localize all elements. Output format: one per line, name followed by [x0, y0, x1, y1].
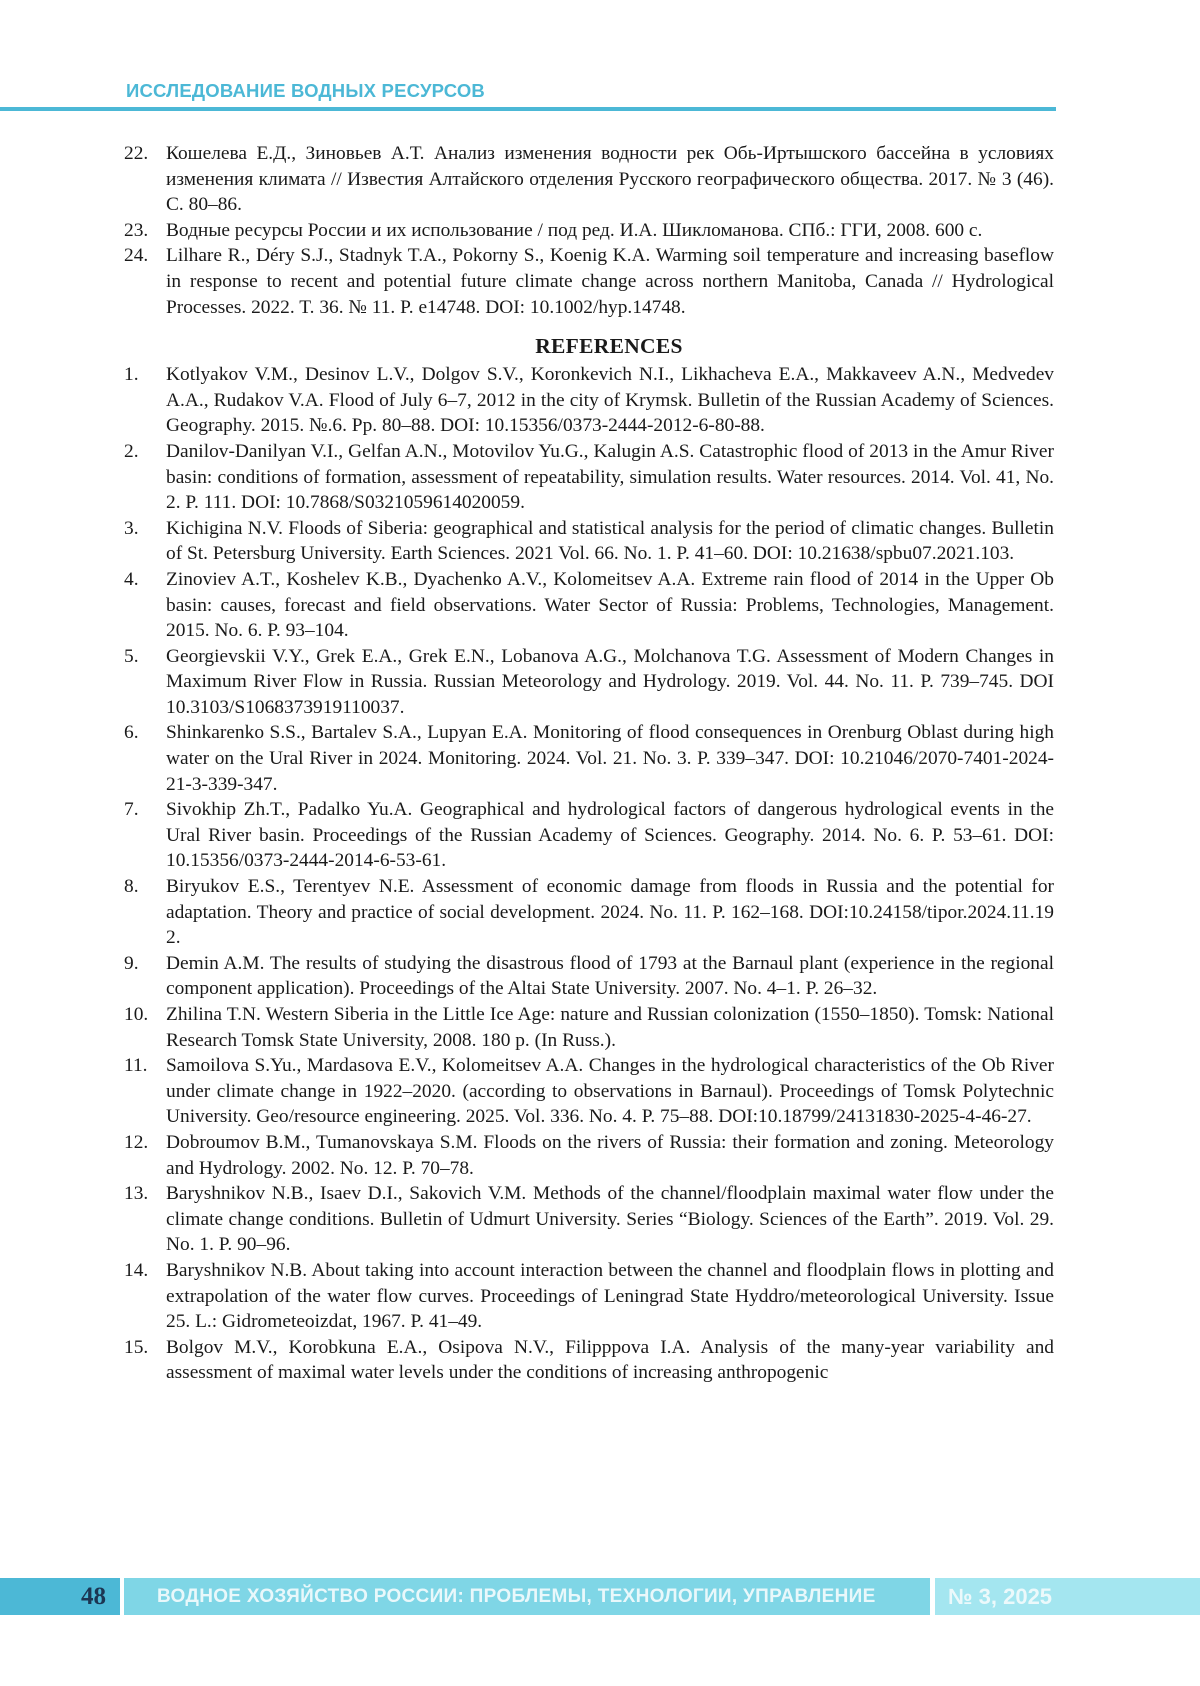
reference-number: 7.: [124, 799, 139, 821]
references-heading: REFERENCES: [535, 334, 683, 359]
reference-number: 11.: [124, 1055, 148, 1077]
reference-text: Водные ресурсы России и их использование / под ред. И.А. Шикломанова. СПб.: ГГИ, 2008. 600 с.: [166, 219, 983, 241]
reference-item: [124, 720, 1054, 797]
reference-text: Sivokhip Zh.T., Padalko Yu.A. Geographical and hydrological factors of dangerous hydrological events in the Ural River basin. Proceedings of the Russian Academy of Sciences. Geography. 2014. No. 6. P. 53–61. DOI: 10.15356/0373-2444-2014-6-53-61.: [166, 799, 1054, 872]
reference-item: [124, 951, 1054, 1002]
reference-number: 24.: [124, 245, 149, 267]
header-divider: [0, 107, 1056, 111]
reference-number: 14.: [124, 1259, 149, 1281]
reference-text: Danilov-Danilyan V.I., Gelfan A.N., Motovilov Yu.G., Kalugin A.S. Catastrophic flood of 2013 in the Amur River basin: conditions of formation, assessment of repeatability, simulation results. Water resources. 2014. Vol. 41, No. 2. P. 111. DOI: 10.7868/S0321059614020059.: [166, 440, 1054, 514]
reference-text: Demin A.M. The results of studying the disastrous flood of 1793 at the Barnaul plant (experience in the regional component application). Proceedings of the Altai State University. 2007. No. 4–1. P. 26–32.: [166, 952, 1054, 1000]
reference-text: Shinkarenko S.S., Bartalev S.A., Lupyan E.A. Monitoring of flood consequences in Orenburg Oblast during high water on the Ural River in 2024. Monitoring. 2024. Vol. 21. No. 3. P. 339–347. DOI: 10.21046/2070-7401-2024-21-3-339-347.: [166, 722, 1054, 795]
english-references: [124, 362, 1054, 1386]
reference-item: [124, 797, 1054, 874]
reference-list: [124, 141, 1054, 1386]
reference-item: [124, 567, 1054, 644]
reference-text: Zinoviev A.T., Koshelev K.B., Dyachenko A.V., Kolomeitsev A.A. Extreme rain flood of 2014 in the Upper Ob basin: causes, forecast and field observations. Water Sector of Russia: Problems, Technologies, Management. 2015. No. 6. P. 93–104.: [166, 568, 1054, 642]
reference-text: Zhilina T.N. Western Siberia in the Little Ice Age: nature and Russian colonization (1550–1850). Tomsk: National Research Tomsk State University, 2008. 180 p. (In Russ.).: [166, 1004, 1054, 1051]
reference-number: 10.: [124, 1004, 149, 1025]
running-header-title: ИССЛЕДОВАНИЕ ВОДНЫХ РЕСУРСОВ: [126, 80, 485, 101]
reference-number: 1.: [124, 364, 139, 386]
reference-number: 2.: [124, 440, 139, 462]
reference-number: 22.: [124, 143, 149, 164]
reference-number: 6.: [124, 722, 139, 744]
reference-number: 4.: [124, 568, 139, 590]
reference-text: Kichigina N.V. Floods of Siberia: geographical and statistical analysis for the period of climatic changes. Bulletin of St. Petersburg University. Earth Sciences. 2021 Vol. 66. No. 1. P. 41–60. DOI: 10.21638/spbu07.2021.103.: [166, 517, 1054, 565]
reference-number: 9.: [124, 952, 139, 974]
reference-text: Baryshnikov N.B., Isaev D.I., Sakovich V.M. Methods of the channel/floodplain maximal water flow under the climate change conditions. Bulletin of Udmurt University. Series “Biology. Sciences of the Earth”. 2019. Vol. 29. No. 1. P. 90–96.: [166, 1183, 1054, 1256]
reference-text: Kotlyakov V.M., Desinov L.V., Dolgov S.V., Koronkevich N.I., Likhacheva E.A., Makkaveev A.N., Medvedev A.A., Rudakov V.A. Flood of July 6–7, 2012 in the city of Krymsk. Bulletin of the Russian Academy of Sciences. Geography. 2015. №.6. Pp. 80–88. DOI: 10.15356/0373-2444-2012-6-80-88.: [166, 364, 1054, 437]
reference-number: 12.: [124, 1131, 149, 1153]
reference-number: 15.: [124, 1336, 149, 1358]
reference-item: [124, 141, 1054, 218]
reference-text: Samoilova S.Yu., Mardasova E.V., Kolomeitsev A.A. Changes in the hydrological characteristics of the Ob River under climate change in 1922–2020. (according to observations in Barnaul). Proceedings of Tomsk Polytechnic University. Geo/resource engineering. 2025. Vol. 336. No. 4. P. 75–88. DOI:10.18799/24131830-2025-4-46-27.: [166, 1055, 1054, 1128]
reference-number: 3.: [124, 517, 139, 539]
issue-number: № 3, 2025: [935, 1578, 1200, 1615]
reference-text: Biryukov E.S., Terentyev N.E. Assessment of economic damage from floods in Russia and the potential for adaptation. Theory and practice of social development. 2024. No. 11. P. 162–168. DOI:10.24158/tipor.2024.11.19 2.: [166, 876, 1054, 949]
reference-item: [124, 516, 1054, 567]
reference-item: [124, 243, 1054, 320]
reference-text: Dobroumov B.M., Tumanovskaya S.M. Floods on the rivers of Russia: their formation and zoning. Meteorology and Hydrology. 2002. No. 12. P. 70–78.: [166, 1131, 1054, 1179]
reference-text: Bolgov M.V., Korobkuna E.A., Osipova N.V., Filipppova I.A. Analysis of the many-year variability and assessment of maximal water levels under the conditions of increasing anthropogenic: [166, 1336, 1054, 1384]
reference-number: 13.: [124, 1183, 149, 1205]
journal-title: ВОДНОЕ ХОЗЯЙСТВО РОССИИ: ПРОБЛЕМЫ, ТЕХНОЛОГИИ, УПРАВЛЕНИЕ: [124, 1578, 930, 1615]
reference-item: [124, 1181, 1054, 1258]
reference-text: Baryshnikov N.B. About taking into account interaction between the channel and floodplain flows in plotting and extrapolation of the water flow curves. Proceedings of Leningrad State Hyddro/meteorological University. Issue 25. L.: Gidrometeoizdat, 1967. P. 41–49.: [166, 1259, 1054, 1333]
reference-text: Lilhare R., Déry S.J., Stadnyk T.A., Pokorny S., Koenig K.A. Warming soil temperature and increasing baseflow in response to recent and potential future climate change across northern Manitoba, Canada // Hydrological Processes. 2022. T. 36. № 11. P. e14748. DOI: 10.1002/hyp.14748.: [166, 245, 1054, 318]
page-footer: [0, 1578, 1200, 1615]
reference-number: 23.: [124, 219, 149, 241]
reference-item: [124, 1053, 1054, 1130]
reference-item: [124, 1335, 1054, 1386]
reference-item: [124, 1130, 1054, 1181]
reference-number: 5.: [124, 645, 139, 667]
russian-references: [124, 141, 1054, 320]
reference-number: 8.: [124, 876, 139, 898]
reference-item: [124, 1002, 1054, 1053]
page-number: 48: [0, 1578, 120, 1615]
reference-text: Кошелева Е.Д., Зиновьев А.Т. Анализ изменения водности рек Обь-Иртышского бассейна в условиях изменения климата // Известия Алтайского отделения Русского географического общества. 2017. № 3 (46). С. 80–86.: [166, 143, 1054, 216]
reference-item: [124, 644, 1054, 721]
reference-text: Georgievskii V.Y., Grek E.A., Grek E.N., Lobanova A.G., Molchanova T.G. Assessment of Modern Changes in Maximum River Flow in Russia. Russian Meteorology and Hydrology. 2019. Vol. 44. No. 11. P. 739–745. DOI 10.3103/S1068373919110037.: [166, 645, 1054, 718]
reference-item: [124, 1258, 1054, 1335]
reference-item: [124, 362, 1054, 439]
reference-item: [124, 439, 1054, 516]
reference-item: [124, 218, 1054, 244]
reference-item: [124, 874, 1054, 951]
